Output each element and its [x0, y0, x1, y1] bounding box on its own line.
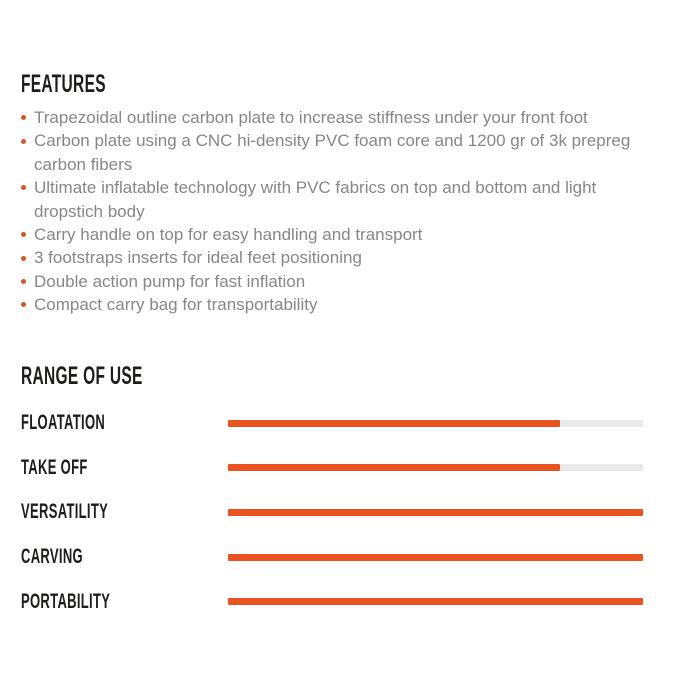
range-bar-track [228, 420, 643, 427]
range-bar-track [228, 598, 643, 605]
range-row-label: VERSATILITY [21, 500, 109, 524]
feature-text: Carbon plate using a CNC hi-density PVC foam core and 1200 gr of 3k prepreg carbon fibers [34, 131, 631, 174]
range-bar-track [228, 554, 643, 561]
range-row [21, 446, 679, 491]
range-row-label: TAKE OFF [21, 455, 88, 479]
feature-text: Compact carry bag for transportability [34, 295, 318, 315]
feature-text: 3 footstraps inserts for ideal feet positioning [34, 248, 362, 268]
range-row-label: PORTABILITY [21, 589, 111, 613]
feature-item [21, 270, 669, 293]
feature-item [21, 106, 669, 129]
range-row [21, 490, 679, 535]
range-bar-fill [228, 464, 560, 471]
bullet-icon [21, 185, 26, 190]
feature-item [21, 246, 669, 269]
range-row [21, 579, 679, 624]
bullet-icon [21, 232, 26, 237]
feature-text: Trapezoidal outline carbon plate to increase stiffness under your front foot [34, 108, 588, 127]
range-of-use-title: RANGE OF USE [21, 362, 143, 390]
bullet-icon [21, 302, 26, 307]
feature-item [21, 293, 669, 316]
features-title: FEATURES [21, 70, 106, 98]
range-row-label: CARVING [21, 545, 83, 569]
feature-item [21, 129, 669, 176]
bullet-icon [21, 279, 26, 284]
feature-text: Ultimate inflatable technology with PVC fabrics on top and bottom and light dropstich body [34, 178, 597, 221]
bullet-icon [21, 115, 26, 120]
range-bar-fill [228, 420, 560, 427]
feature-item [21, 176, 669, 223]
range-bar-track [228, 509, 643, 516]
feature-item [21, 223, 669, 246]
range-bar-fill [228, 598, 643, 605]
features-list [21, 106, 669, 317]
range-row [21, 401, 679, 446]
range-row-label: FLOATATION [21, 411, 106, 435]
range-row [21, 535, 679, 580]
range-bar-fill [228, 509, 643, 516]
range-of-use-chart [21, 401, 679, 624]
feature-text: Carry handle on top for easy handling and transport [34, 225, 423, 245]
bullet-icon [21, 139, 26, 144]
range-bar-track [228, 464, 643, 471]
range-bar-fill [228, 554, 643, 561]
bullet-icon [21, 256, 26, 261]
feature-text: Double action pump for fast inflation [34, 271, 306, 291]
